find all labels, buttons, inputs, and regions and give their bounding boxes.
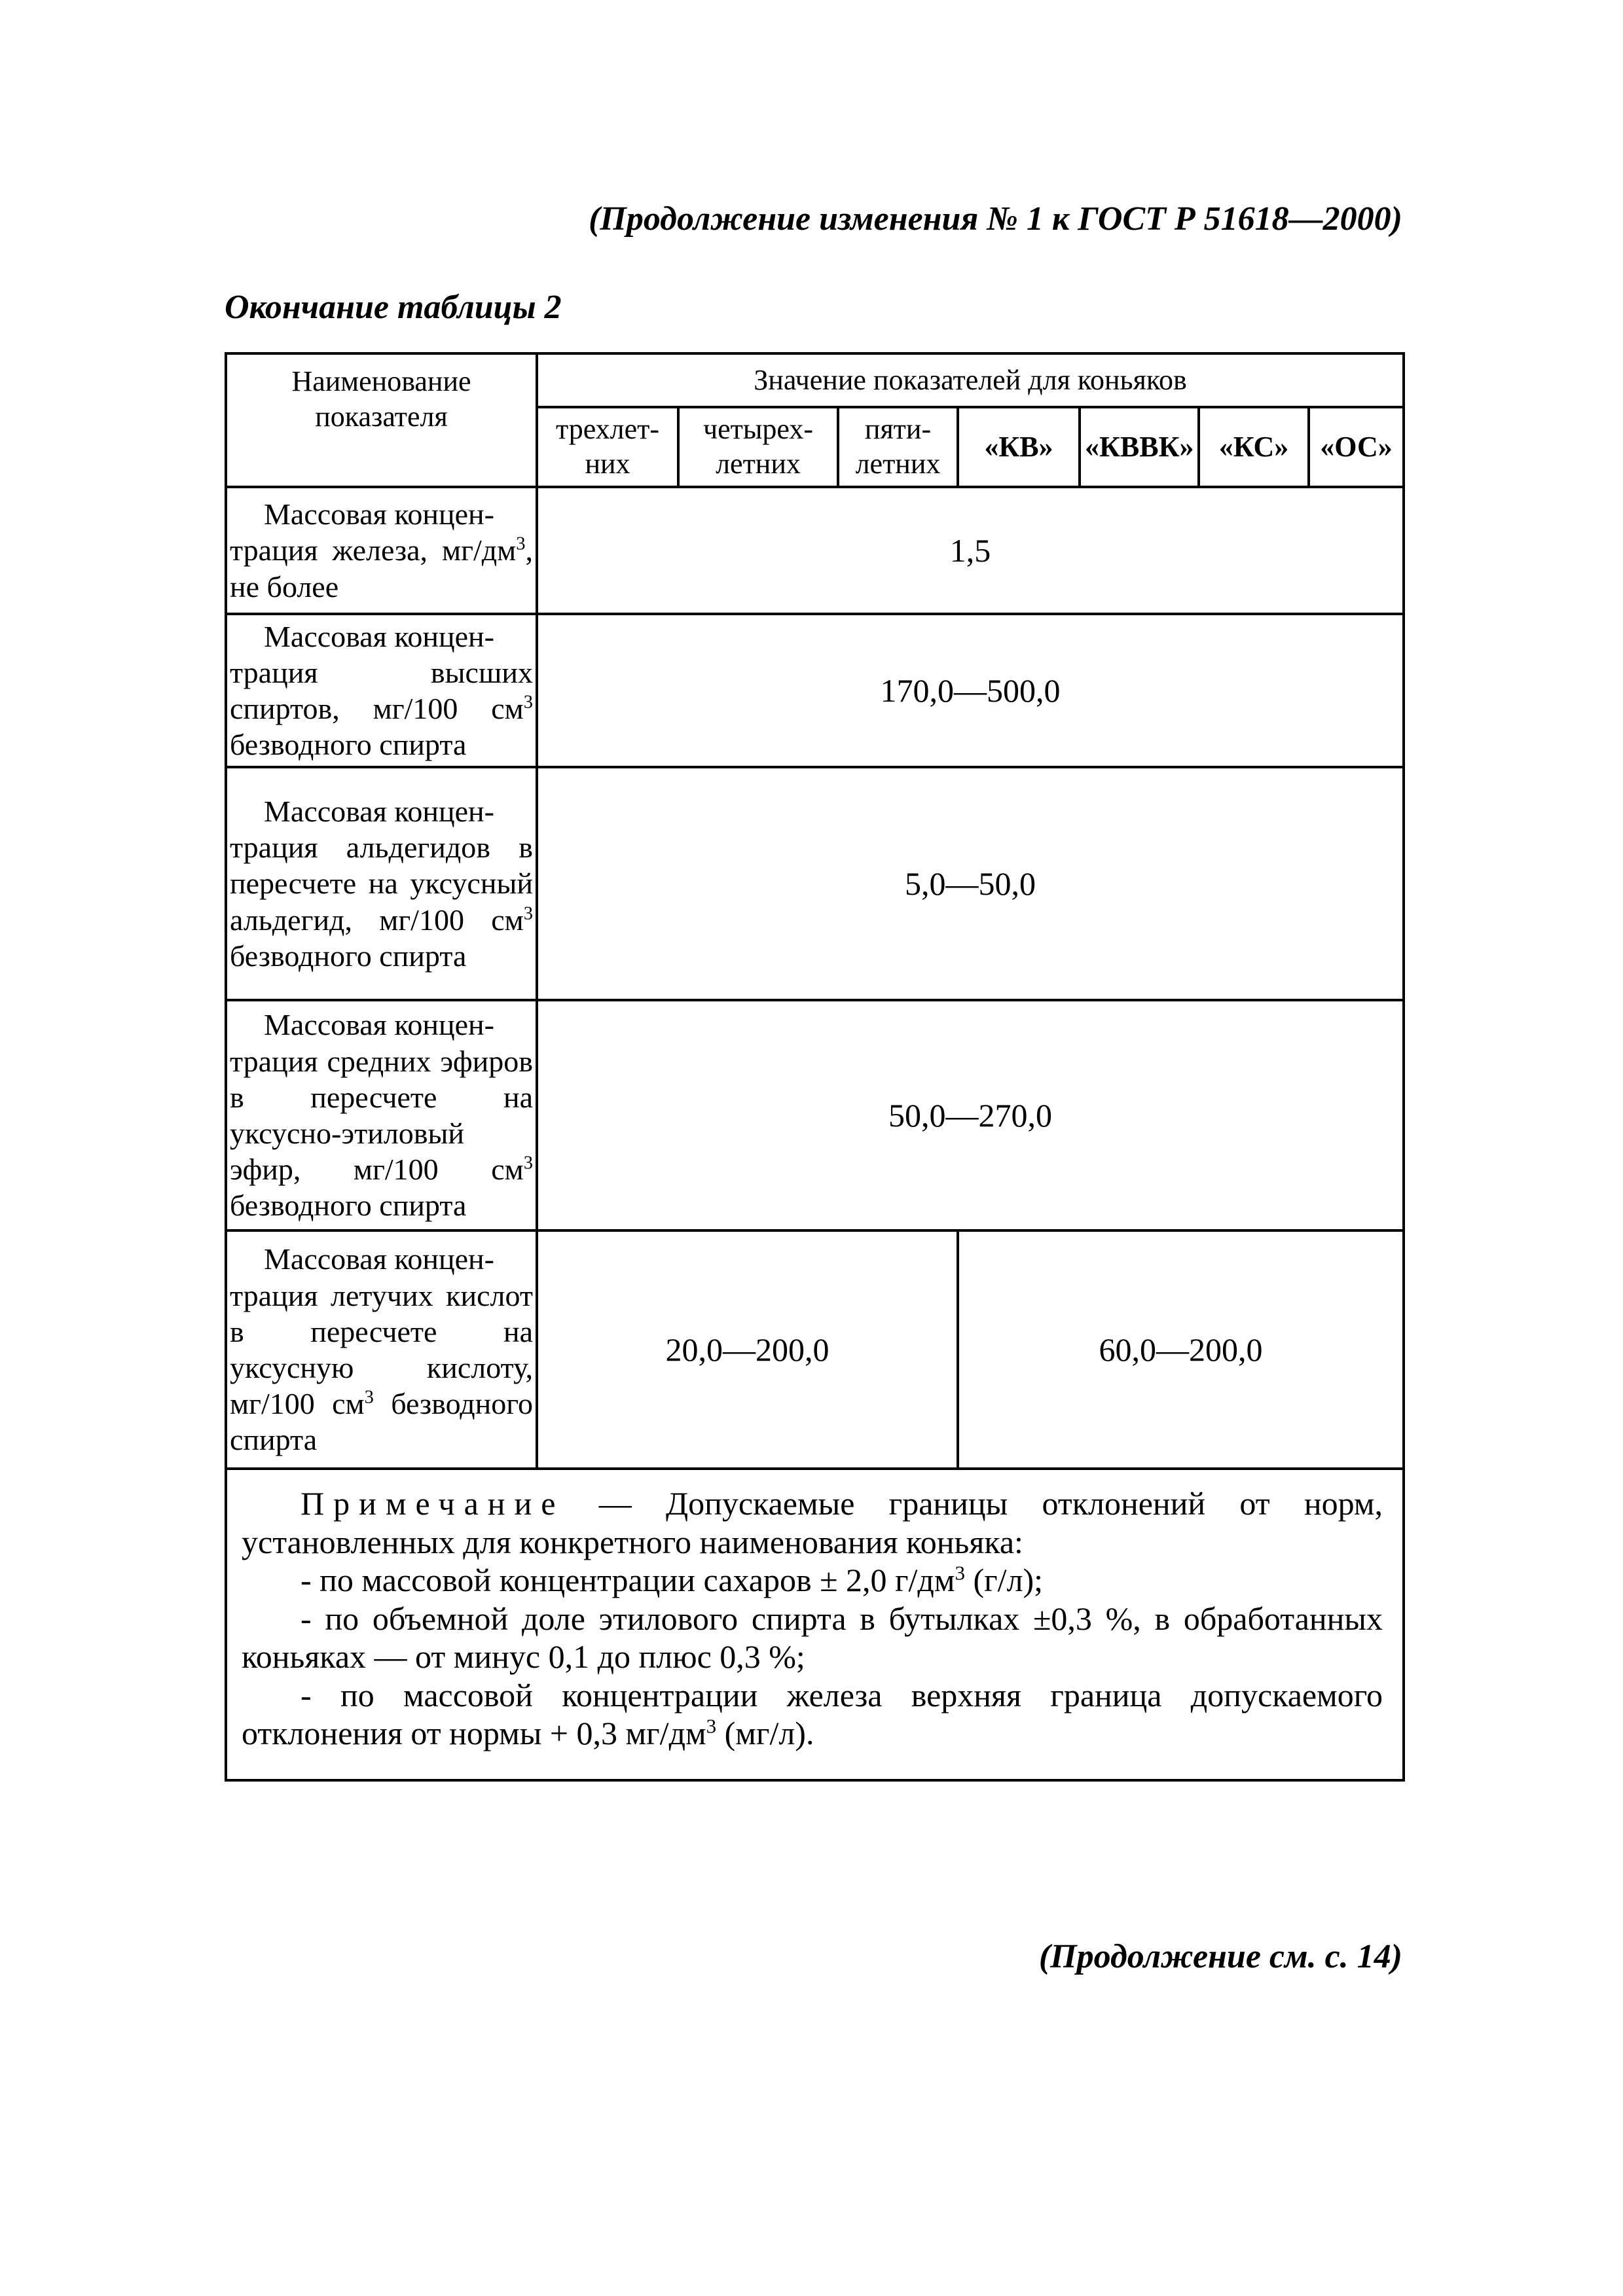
note-label: Примечание [301, 1485, 565, 1522]
table-header-row [226, 353, 1404, 407]
column-header-name: Наименование показателя [226, 353, 537, 487]
table-row [226, 1000, 1404, 1230]
continuation-header: (Продолжение изменения № 1 к ГОСТ Р 51618—2000) [589, 200, 1402, 238]
column-header-group: Значение показателей для коньяков [537, 353, 1404, 407]
table-row [226, 487, 1404, 614]
row-value-iron: 1,5 [537, 487, 1404, 614]
row-value-volatile-acids-aged: 20,0—200,0 [537, 1230, 958, 1469]
table-row [226, 1230, 1404, 1469]
table-row [226, 614, 1404, 767]
table-caption: Окончание таблицы 2 [225, 289, 562, 326]
column-header-four-year: четырех- летних [678, 407, 838, 487]
column-header-three-year: трехлет- них [537, 407, 678, 487]
row-name-aldehydes: Массовая концен- трация альдегидов в пересчете на уксусный альдегид, мг/100 $см^3$ безводного спирта [226, 767, 537, 1000]
row-value-aldehydes: 5,0—50,0 [537, 767, 1404, 1000]
column-header-kvvk: «КВВК» [1080, 407, 1199, 487]
table-note-row [226, 1469, 1404, 1780]
spec-table [225, 352, 1405, 1782]
continuation-footer: (Продолжение см. с. 14) [1038, 1938, 1402, 1975]
column-header-ks: «КС» [1199, 407, 1309, 487]
column-header-kv: «КВ» [958, 407, 1080, 487]
row-name-esters: Массовая концен- трация средних эфиров в пересчете на уксусно-этиловый эфир, мг/100 $см^3$ безводного спирта [226, 1000, 537, 1230]
row-value-esters: 50,0—270,0 [537, 1000, 1404, 1230]
column-header-os: «ОС» [1309, 407, 1404, 487]
table-row [226, 767, 1404, 1000]
table-note: Примечание — Допускаемые границы отклонений от норм, установленных для конкретного наименования коньяка: - по массовой концентрации сахаров ± 2,0 $г/дм^3$ (г/л); - по объемной доле этилового спирта в бутылках ±0,3 %, в обработанных коньяках — от минус 0,1 до плюс 0,3 %; - по массовой концентрации железа верхняя граница допускаемого отклонения от нормы + 0,3 $мг/дм^3$ (мг/л). [226, 1469, 1404, 1780]
row-name-higher-alcohols: Массовая концен- трация высших спиртов, мг/100 $см^3$ безводного спирта [226, 614, 537, 767]
row-name-iron: Массовая концен- трация железа, $мг/дм^3$, не более [226, 487, 537, 614]
row-name-volatile-acids: Массовая концен- трация летучих кислот в пересчете на уксусную кислоту, мг/100 $см^3$ безводного спирта [226, 1230, 537, 1469]
row-value-higher-alcohols: 170,0—500,0 [537, 614, 1404, 767]
column-header-five-year: пяти- летних [838, 407, 958, 487]
row-value-volatile-acids-brands: 60,0—200,0 [958, 1230, 1404, 1469]
